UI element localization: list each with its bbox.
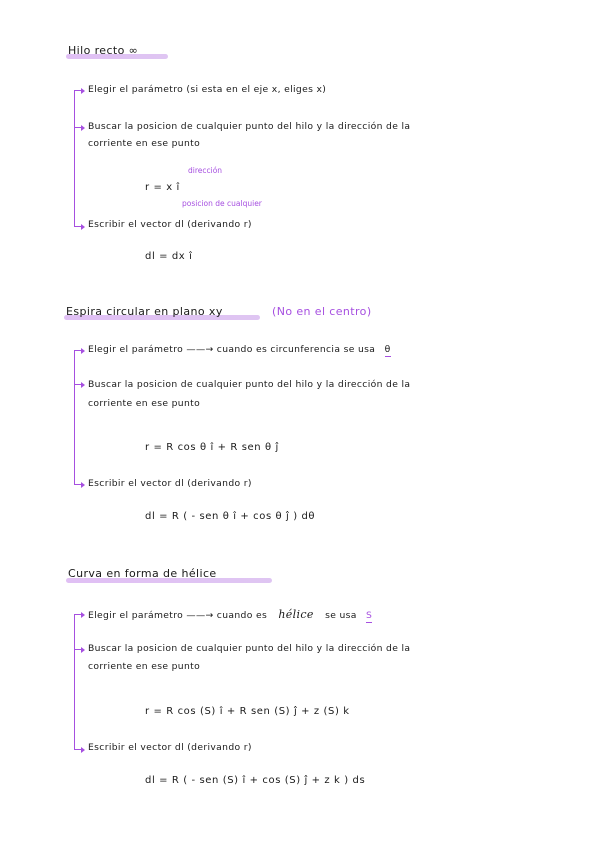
arrow-icon	[74, 127, 82, 128]
arrow-icon	[74, 484, 82, 485]
step-find-position: Buscar la posicion de cualquier punto del hilo y la dirección de la	[88, 379, 411, 390]
step-text: se usa	[325, 610, 357, 621]
position-vector-equation: r = R cos (S) î + R sen (S) ĵ + z (S) k	[145, 706, 350, 717]
section-note: (No en el centro)	[272, 305, 372, 318]
step-text: Elegir el parámetro ——→ cuando es	[88, 610, 268, 621]
arrow-icon	[74, 649, 82, 650]
annotation-direction: dirección	[188, 166, 223, 175]
parameter-symbol: θ	[384, 344, 391, 355]
step-choose-parameter	[88, 344, 391, 355]
step-write-vector: Escribir el vector dl (derivando r)	[88, 742, 252, 753]
step-find-position: Buscar la posicion de cualquier punto del hilo y la dirección de la	[88, 643, 411, 654]
arrow-icon	[74, 614, 82, 615]
step-find-position-cont: corriente en ese punto	[88, 661, 201, 672]
step-write-vector: Escribir el vector dl (derivando r)	[88, 478, 252, 489]
step-bracket	[74, 614, 75, 750]
step-write-vector: Escribir el vector dl (derivando r)	[88, 219, 252, 230]
step-text: Elegir el parámetro ——→ cuando es circunferencia se usa	[88, 344, 376, 355]
step-choose-parameter: Elegir el parámetro (si esta en el eje x, eliges x)	[88, 84, 327, 95]
step-bracket	[74, 90, 75, 227]
dl-equation: dl = R ( - sen (S) î + cos (S) ĵ + z k ) ds	[145, 775, 366, 786]
arrow-icon	[74, 384, 82, 385]
parameter-symbol: S	[366, 610, 373, 621]
step-choose-parameter	[88, 608, 372, 621]
step-find-position-cont: corriente en ese punto	[88, 398, 201, 409]
dl-equation: dl = R ( - sen θ î + cos θ ĵ ) dθ	[145, 511, 316, 522]
helix-word: hélice	[278, 608, 314, 621]
arrow-icon	[74, 90, 82, 91]
section-title: Hilo recto ∞	[68, 44, 139, 57]
annotation-position: posicion de cualquier	[182, 199, 262, 208]
arrow-icon	[74, 226, 82, 227]
dl-equation: dl = dx î	[145, 251, 193, 262]
arrow-icon	[74, 749, 82, 750]
step-bracket	[74, 350, 75, 485]
section-title: Curva en forma de hélice	[68, 567, 217, 580]
step-find-position-cont: corriente en ese punto	[88, 138, 201, 149]
step-find-position: Buscar la posicion de cualquier punto del hilo y la dirección de la	[88, 121, 411, 132]
position-vector-equation: r = x î	[145, 182, 180, 193]
position-vector-equation: r = R cos θ î + R sen θ ĵ	[145, 442, 279, 453]
section-title: Espira circular en plano xy	[66, 305, 223, 318]
arrow-icon	[74, 350, 82, 351]
